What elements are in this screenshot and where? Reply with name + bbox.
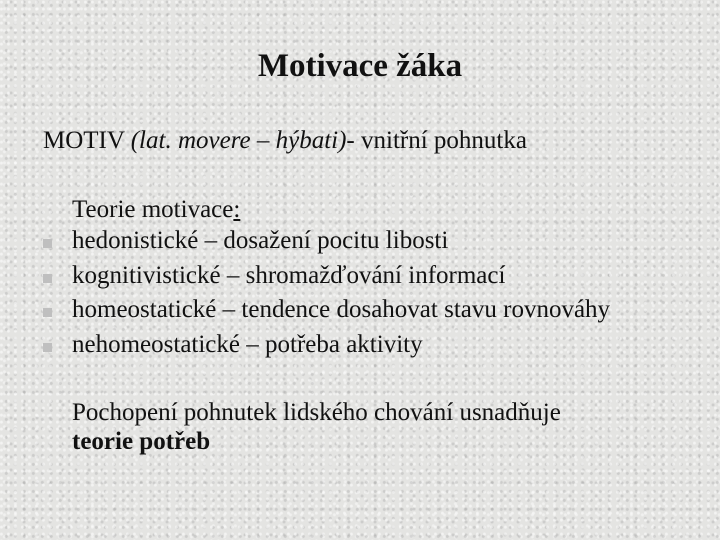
square-bullet-icon [43, 343, 52, 352]
theory-cognitivist: kognitivistické – shromažďování informací [72, 261, 506, 289]
square-bullet-icon [43, 239, 52, 248]
theory-homeostatic: homeostatické – tendence dosahovat stavu rovnováhy [72, 296, 611, 323]
motiv-meaning: - vnitřní pohnutka [346, 127, 527, 154]
theories-heading-text: Teorie motivace [72, 196, 234, 223]
motiv-definition [43, 127, 527, 155]
square-bullet-icon [43, 308, 52, 317]
understanding-text: Pochopení pohnutek lidského chování usnadňuje [72, 399, 561, 426]
motiv-etymology: (lat. movere – hýbati) [130, 127, 347, 154]
motiv-term: MOTIV [43, 127, 131, 154]
theories-heading [72, 196, 240, 224]
theory-non-homeostatic: nehomeostatické – potřeba aktivity [72, 330, 423, 358]
needs-theory-emphasis: teorie potřeb [72, 428, 211, 455]
theory-hedonistic: hedonistické – dosažení pocitu libosti [72, 227, 449, 254]
square-bullet-icon [43, 274, 52, 283]
understanding-paragraph [72, 398, 561, 456]
slide-title: Motivace žáka [257, 48, 463, 84]
theories-heading-colon: : [233, 196, 241, 223]
